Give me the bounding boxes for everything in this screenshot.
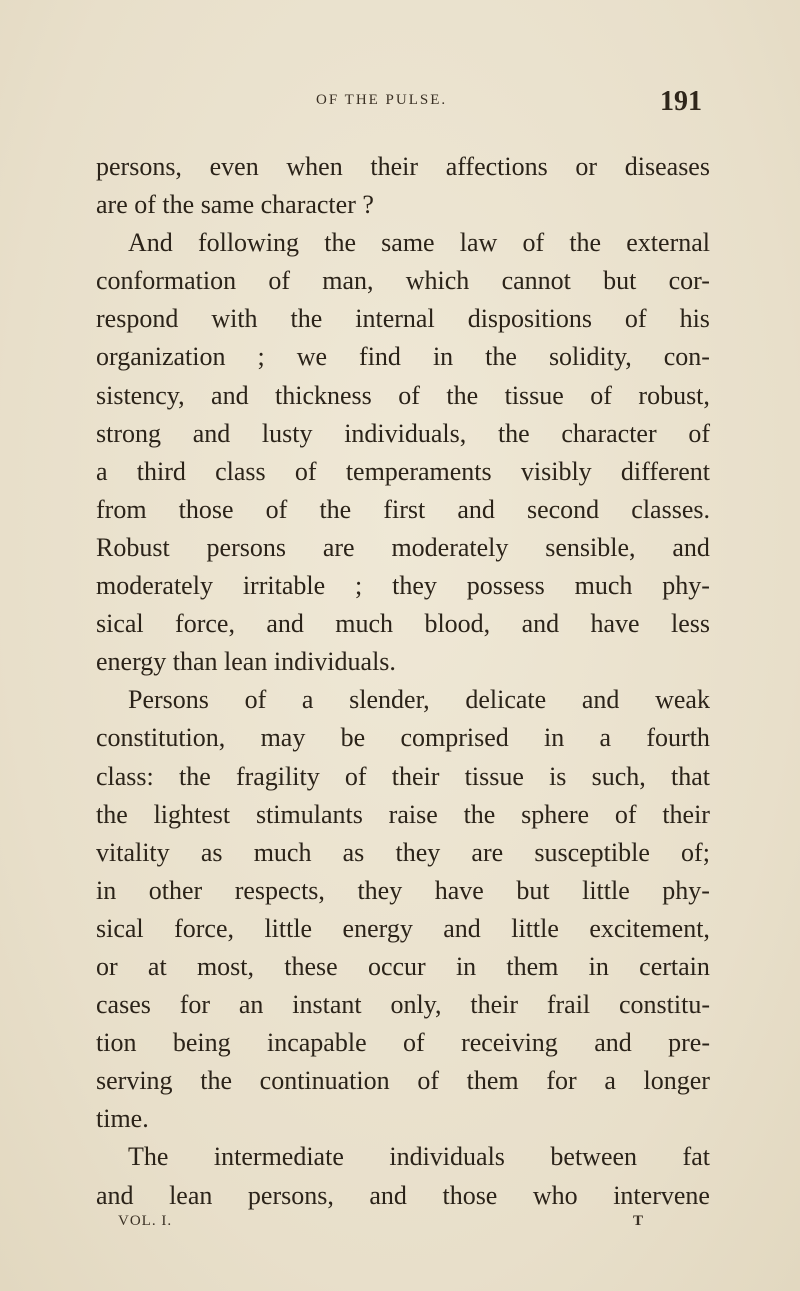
word: instant (292, 990, 362, 1020)
word: intervene (613, 1180, 710, 1210)
word: respects, (234, 875, 325, 905)
word: time. (96, 1104, 149, 1134)
word: slender, (349, 685, 430, 715)
word: lean (169, 1180, 213, 1210)
word: temperaments (345, 456, 492, 486)
word: persons, (247, 1180, 334, 1210)
text-line (96, 758, 710, 796)
text-line (96, 605, 710, 643)
word: are (471, 837, 504, 867)
word: of (590, 380, 612, 410)
word: visibly (520, 456, 592, 486)
text-line (96, 529, 710, 567)
word: sphere (521, 799, 590, 829)
word: and (581, 685, 620, 715)
word: but (516, 875, 550, 905)
word: of (268, 266, 290, 296)
word: those (442, 1180, 498, 1210)
word: and (211, 380, 249, 410)
word: at (147, 951, 167, 981)
word: a (301, 685, 314, 715)
word: and (594, 1028, 632, 1058)
word: intermediate (213, 1142, 344, 1172)
word: excitement, (589, 913, 710, 943)
text-line (96, 948, 710, 986)
volume-signature: VOL. I. (118, 1213, 173, 1229)
word: an (238, 990, 264, 1020)
word: constitu- (619, 990, 710, 1020)
text-line (96, 834, 710, 872)
word: and (96, 1180, 134, 1210)
word: and (369, 1180, 407, 1210)
word: the (319, 494, 352, 524)
word: affections (445, 152, 548, 181)
word: serving (96, 1066, 173, 1096)
word: little (582, 875, 630, 905)
word: when (286, 152, 343, 181)
word: the (463, 799, 496, 829)
word: lean (224, 647, 274, 677)
word: of (614, 799, 637, 829)
word: fat (682, 1142, 710, 1172)
word: of (134, 190, 163, 220)
word: And (128, 228, 173, 258)
word: same (200, 190, 261, 220)
word: they (395, 837, 441, 867)
word: much (335, 609, 394, 639)
text-line (96, 224, 710, 262)
word: same (381, 228, 435, 258)
word: little (511, 913, 559, 943)
word: much (574, 571, 633, 601)
text-line (96, 338, 710, 376)
text-line (96, 872, 710, 910)
text-line (96, 719, 710, 757)
running-head: OF THE PULSE. (316, 92, 448, 108)
word: the (162, 190, 201, 220)
word: frail (546, 990, 591, 1020)
text-line (96, 1100, 710, 1138)
word: cases (96, 990, 151, 1020)
word: cor- (668, 266, 710, 296)
word: being (172, 1028, 231, 1058)
word: those (178, 494, 234, 524)
word: law (459, 228, 498, 258)
text-line (96, 1062, 710, 1100)
word: tissue (504, 380, 564, 410)
word: who (532, 1180, 578, 1210)
word: which (405, 266, 470, 296)
word: moderately (96, 571, 213, 601)
word: con- (663, 342, 710, 372)
word: Persons (128, 685, 209, 715)
word: are (96, 190, 135, 220)
word: classes. (631, 494, 710, 524)
word: robust, (638, 380, 710, 410)
word: character (260, 190, 363, 220)
word: weak (655, 685, 710, 715)
text-line (96, 415, 710, 453)
word: the (485, 342, 517, 372)
word: and (266, 609, 304, 639)
word: man, (322, 266, 374, 296)
word: we (296, 342, 328, 372)
text-line (96, 1024, 710, 1062)
word: but (603, 266, 637, 296)
word: receiving (461, 1028, 558, 1058)
word: for (546, 1066, 577, 1096)
word: in (588, 951, 609, 981)
word: of (417, 1066, 439, 1096)
word: of (688, 418, 710, 448)
body-text (96, 148, 710, 1215)
word: conformation (96, 266, 237, 296)
word: incapable (267, 1028, 367, 1058)
text-line (96, 910, 710, 948)
word: class (215, 456, 266, 486)
text-line (96, 1138, 710, 1176)
word: a (96, 456, 108, 486)
word: raise (388, 799, 438, 829)
text-line (96, 986, 710, 1024)
word: individuals. (273, 647, 396, 677)
word: find (359, 342, 401, 372)
word: individuals, (344, 418, 467, 448)
word: constitution, (96, 723, 226, 753)
word: only, (390, 990, 442, 1020)
word: susceptible (534, 837, 650, 867)
word: a (599, 723, 612, 753)
word: that (671, 761, 710, 791)
word: them (466, 1066, 519, 1096)
word: irritable (242, 571, 326, 601)
word: of (398, 380, 420, 410)
text-line (96, 148, 710, 186)
word: have (590, 609, 640, 639)
word: of (624, 304, 647, 334)
word: sistency, (96, 380, 185, 410)
word: of (294, 456, 317, 486)
word: fragility (235, 761, 320, 791)
word: or (96, 951, 118, 981)
text-line (96, 643, 710, 681)
word: phy- (662, 571, 710, 601)
word: their (391, 761, 440, 791)
word: even (209, 152, 259, 181)
text-line (96, 1177, 710, 1215)
word: and (443, 913, 481, 943)
word: and (521, 609, 560, 639)
word: blood, (424, 609, 491, 639)
word: in (432, 342, 454, 372)
word: the (96, 799, 128, 829)
word: in (544, 723, 565, 753)
word: class: (96, 761, 154, 791)
word: in (96, 875, 117, 905)
word: external (626, 228, 710, 258)
word: energy (96, 647, 173, 677)
word: be (340, 723, 366, 753)
word: force, (174, 913, 234, 943)
word: certain (639, 951, 710, 981)
word: organization (96, 342, 226, 372)
word: thickness (275, 380, 372, 410)
word: comprised (400, 723, 509, 753)
word: in (455, 951, 477, 981)
word: stimulants (255, 799, 363, 829)
word: pre- (668, 1028, 710, 1058)
word: his (679, 304, 710, 334)
word: character (561, 418, 657, 448)
word: fourth (646, 723, 710, 753)
word: or (575, 152, 598, 181)
word: is (549, 761, 567, 791)
word: sical (96, 609, 144, 639)
word: Robust (96, 532, 170, 562)
word: energy (342, 913, 413, 943)
word: respond (96, 304, 179, 334)
word: most, (196, 951, 255, 981)
word: these (284, 951, 338, 981)
word: they (392, 571, 437, 601)
word: sical (96, 913, 144, 943)
word: the (178, 761, 211, 791)
word: the (446, 380, 479, 410)
word: their (370, 152, 419, 181)
word: have (434, 875, 484, 905)
word: different (620, 456, 710, 486)
gathering-signature: T (633, 1213, 644, 1229)
word: the (200, 1066, 232, 1096)
word: occur (367, 951, 426, 981)
word: as (342, 837, 365, 867)
word: the (290, 304, 323, 334)
word: sensible, (545, 532, 636, 562)
word: may (260, 723, 306, 753)
word: of (265, 494, 288, 524)
word: from (96, 494, 147, 524)
word: strong (96, 418, 161, 448)
word: other (148, 875, 203, 905)
word: of (244, 685, 267, 715)
text-line (96, 567, 710, 605)
word: and (672, 532, 710, 562)
word: their (470, 990, 518, 1020)
word: the (324, 228, 356, 258)
word: continuation (259, 1066, 390, 1096)
word: individuals (389, 1142, 505, 1172)
word: much (253, 837, 312, 867)
word: force, (175, 609, 235, 639)
text-line (96, 491, 710, 529)
word: moderately (391, 532, 509, 562)
text-line (96, 681, 710, 719)
word: less (670, 609, 710, 639)
word: of (403, 1028, 425, 1058)
word: of (522, 228, 545, 258)
word: them (506, 951, 559, 981)
word: ; (355, 571, 363, 601)
word: dispositions (467, 304, 592, 334)
word: cannot (501, 266, 571, 296)
word: solidity, (548, 342, 632, 372)
word: and (457, 494, 495, 524)
text-line (96, 186, 710, 224)
word: third (136, 456, 186, 486)
text-line (96, 377, 710, 415)
word: as (200, 837, 223, 867)
word: ? (362, 190, 374, 220)
word: internal (355, 304, 435, 334)
word: diseases (624, 152, 710, 181)
word: and (192, 418, 231, 448)
word: than (172, 647, 225, 677)
word: possess (466, 571, 545, 601)
text-line (96, 262, 710, 300)
word: longer (643, 1066, 710, 1096)
word: The (128, 1142, 169, 1172)
word: vitality (96, 837, 170, 867)
word: delicate (465, 685, 547, 715)
text-line (96, 796, 710, 834)
word: phy- (662, 875, 710, 905)
word: of; (681, 837, 710, 867)
word: for (179, 990, 211, 1020)
word: following (197, 228, 300, 258)
word: they (357, 875, 403, 905)
word: tion (96, 1028, 137, 1058)
word: such, (591, 761, 646, 791)
word: lightest (153, 799, 231, 829)
page-footer (0, 1213, 800, 1243)
word: tissue (464, 761, 524, 791)
word: persons (206, 532, 286, 562)
word: second (526, 494, 600, 524)
word: little (264, 913, 313, 943)
text-line (96, 453, 710, 491)
word: the (569, 228, 602, 258)
page-number: 191 (660, 86, 702, 117)
text-line (96, 300, 710, 338)
word: first (383, 494, 426, 524)
word: their (662, 799, 710, 829)
word: persons, (96, 152, 182, 181)
word: with (211, 304, 258, 334)
word: a (604, 1066, 616, 1096)
word: of (344, 761, 367, 791)
word: between (550, 1142, 638, 1172)
word: the (497, 418, 530, 448)
word: are (322, 532, 355, 562)
word: lusty (261, 418, 313, 448)
word: ; (257, 342, 265, 372)
